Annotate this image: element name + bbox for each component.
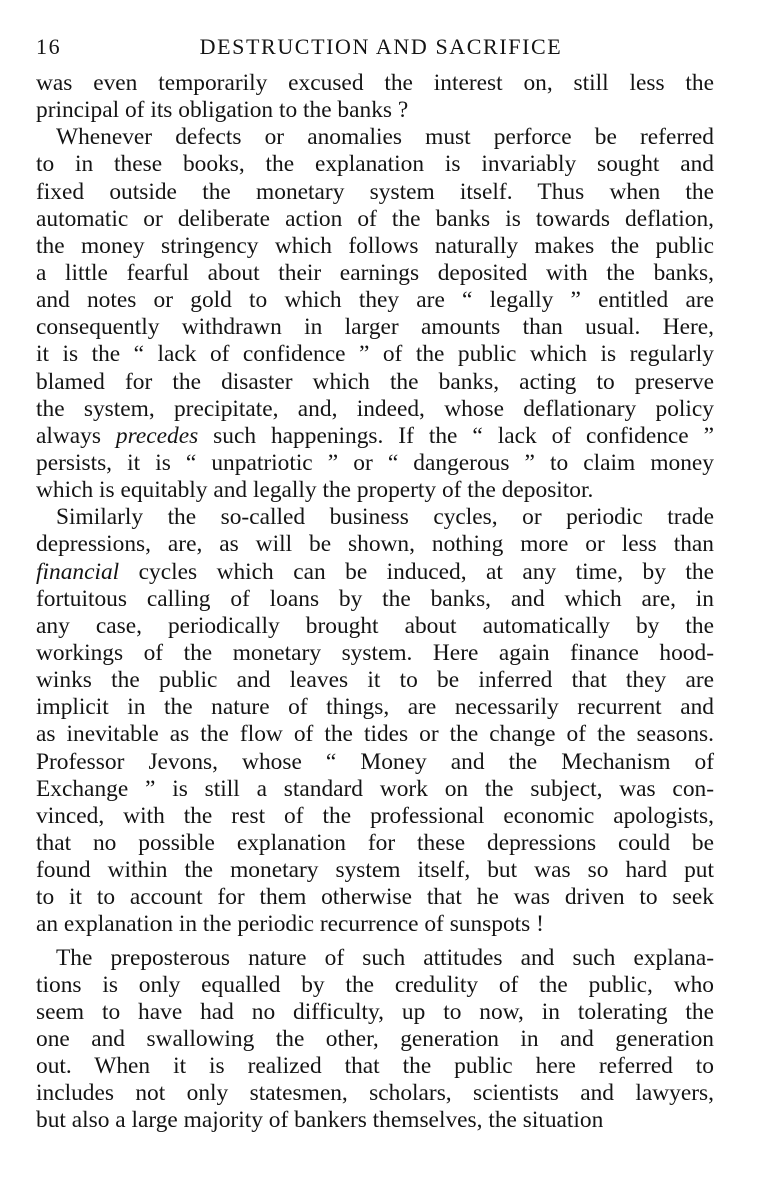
text-line: a little fearful about their earnings deposited with the banks, bbox=[36, 259, 714, 286]
text-line: an explanation in the periodic recurrence of sunspots ! bbox=[36, 911, 544, 938]
paragraph bbox=[36, 945, 714, 1135]
book-page bbox=[36, 28, 714, 1178]
text-line: one and swallowing the other, generation in and generation bbox=[36, 1025, 714, 1052]
text-line: and notes or gold to which they are “ legally ” entitled are bbox=[36, 287, 714, 314]
text-line: blamed for the disaster which the banks, acting to preserve bbox=[36, 368, 714, 395]
paragraph bbox=[36, 70, 714, 124]
text-line: to in these books, the explanation is invariably sought and bbox=[36, 151, 714, 178]
text-run: such happenings. If the “ lack of confidence ” bbox=[198, 422, 714, 449]
running-head bbox=[36, 28, 714, 70]
text-line: persists, it is “ unpatriotic ” or “ dangerous ” to claim money bbox=[36, 449, 714, 476]
text-line: depressions, are, as will be shown, nothing more or less than bbox=[36, 531, 714, 558]
text-line: Similarly the so-called business cycles, or periodic trade bbox=[56, 504, 714, 531]
text-line: principal of its obligation to the banks ? bbox=[36, 97, 409, 124]
text-line: includes not only statesmen, scholars, scientists and lawyers, bbox=[36, 1080, 714, 1107]
text-line: tions is only equalled by the credulity of the public, who bbox=[36, 971, 714, 998]
text-line: that no possible explanation for these depressions could be bbox=[36, 829, 714, 856]
text-line: but also a large majority of bankers themselves, the situation bbox=[36, 1107, 604, 1134]
paragraph bbox=[36, 504, 714, 938]
text-line: Professor Jevons, whose “ Money and the Mechanism of bbox=[36, 748, 714, 775]
text-line: vinced, with the rest of the professional economic apologists, bbox=[36, 802, 714, 829]
text-line: Exchange ” is still a standard work on the subject, was con- bbox=[36, 775, 714, 802]
running-title: DESTRUCTION AND SACRIFICE bbox=[199, 34, 563, 59]
text-line: implicit in the nature of things, are necessarily recurrent and bbox=[36, 694, 714, 721]
text-line bbox=[36, 559, 714, 586]
text-line: was even temporarily excused the interest on, still less the bbox=[36, 70, 714, 96]
italic-word: precedes bbox=[115, 422, 199, 449]
text-line: workings of the monetary system. Here again finance hood- bbox=[36, 639, 714, 666]
text-line: the money stringency which follows naturally makes the public bbox=[36, 232, 714, 259]
text-line: fortuitous calling of loans by the banks, and which are, in bbox=[36, 585, 714, 612]
text-run: cycles which can be induced, at any time, by the bbox=[119, 558, 714, 585]
text-line: seem to have had no difficulty, up to now, in tolerating the bbox=[36, 998, 714, 1025]
text-line: the system, precipitate, and, indeed, whose deflationary policy bbox=[36, 395, 714, 422]
paragraph bbox=[36, 124, 714, 504]
text-run: always bbox=[36, 422, 116, 449]
text-line: which is equitably and legally the property of the depositor. bbox=[36, 477, 594, 504]
text-line: out. When it is realized that the public here referred to bbox=[36, 1053, 714, 1080]
text-line: as inevitable as the flow of the tides or the change of the seasons. bbox=[36, 721, 714, 748]
text-line: The preposterous nature of such attitudes and such explana- bbox=[56, 944, 714, 971]
text-line: to it to account for them otherwise that he was driven to seek bbox=[36, 884, 714, 911]
page-number: 16 bbox=[36, 34, 62, 59]
text-line: it is the “ lack of confidence ” of the public which is regularly bbox=[36, 341, 714, 368]
text-line: any case, periodically brought about automatically by the bbox=[36, 612, 714, 639]
text-line: automatic or deliberate action of the banks is towards deflation, bbox=[36, 205, 714, 232]
text-line: fixed outside the monetary system itself. Thus when the bbox=[36, 178, 714, 205]
text-line: Whenever defects or anomalies must perforce be referred bbox=[56, 124, 714, 151]
italic-word: financial bbox=[36, 558, 120, 585]
body-text bbox=[36, 70, 714, 1134]
text-line: consequently withdrawn in larger amounts than usual. Here, bbox=[36, 314, 714, 341]
text-line: winks the public and leaves it to be inferred that they are bbox=[36, 667, 714, 694]
text-line: found within the monetary system itself, but was so hard put bbox=[36, 857, 714, 884]
text-line bbox=[36, 423, 714, 450]
